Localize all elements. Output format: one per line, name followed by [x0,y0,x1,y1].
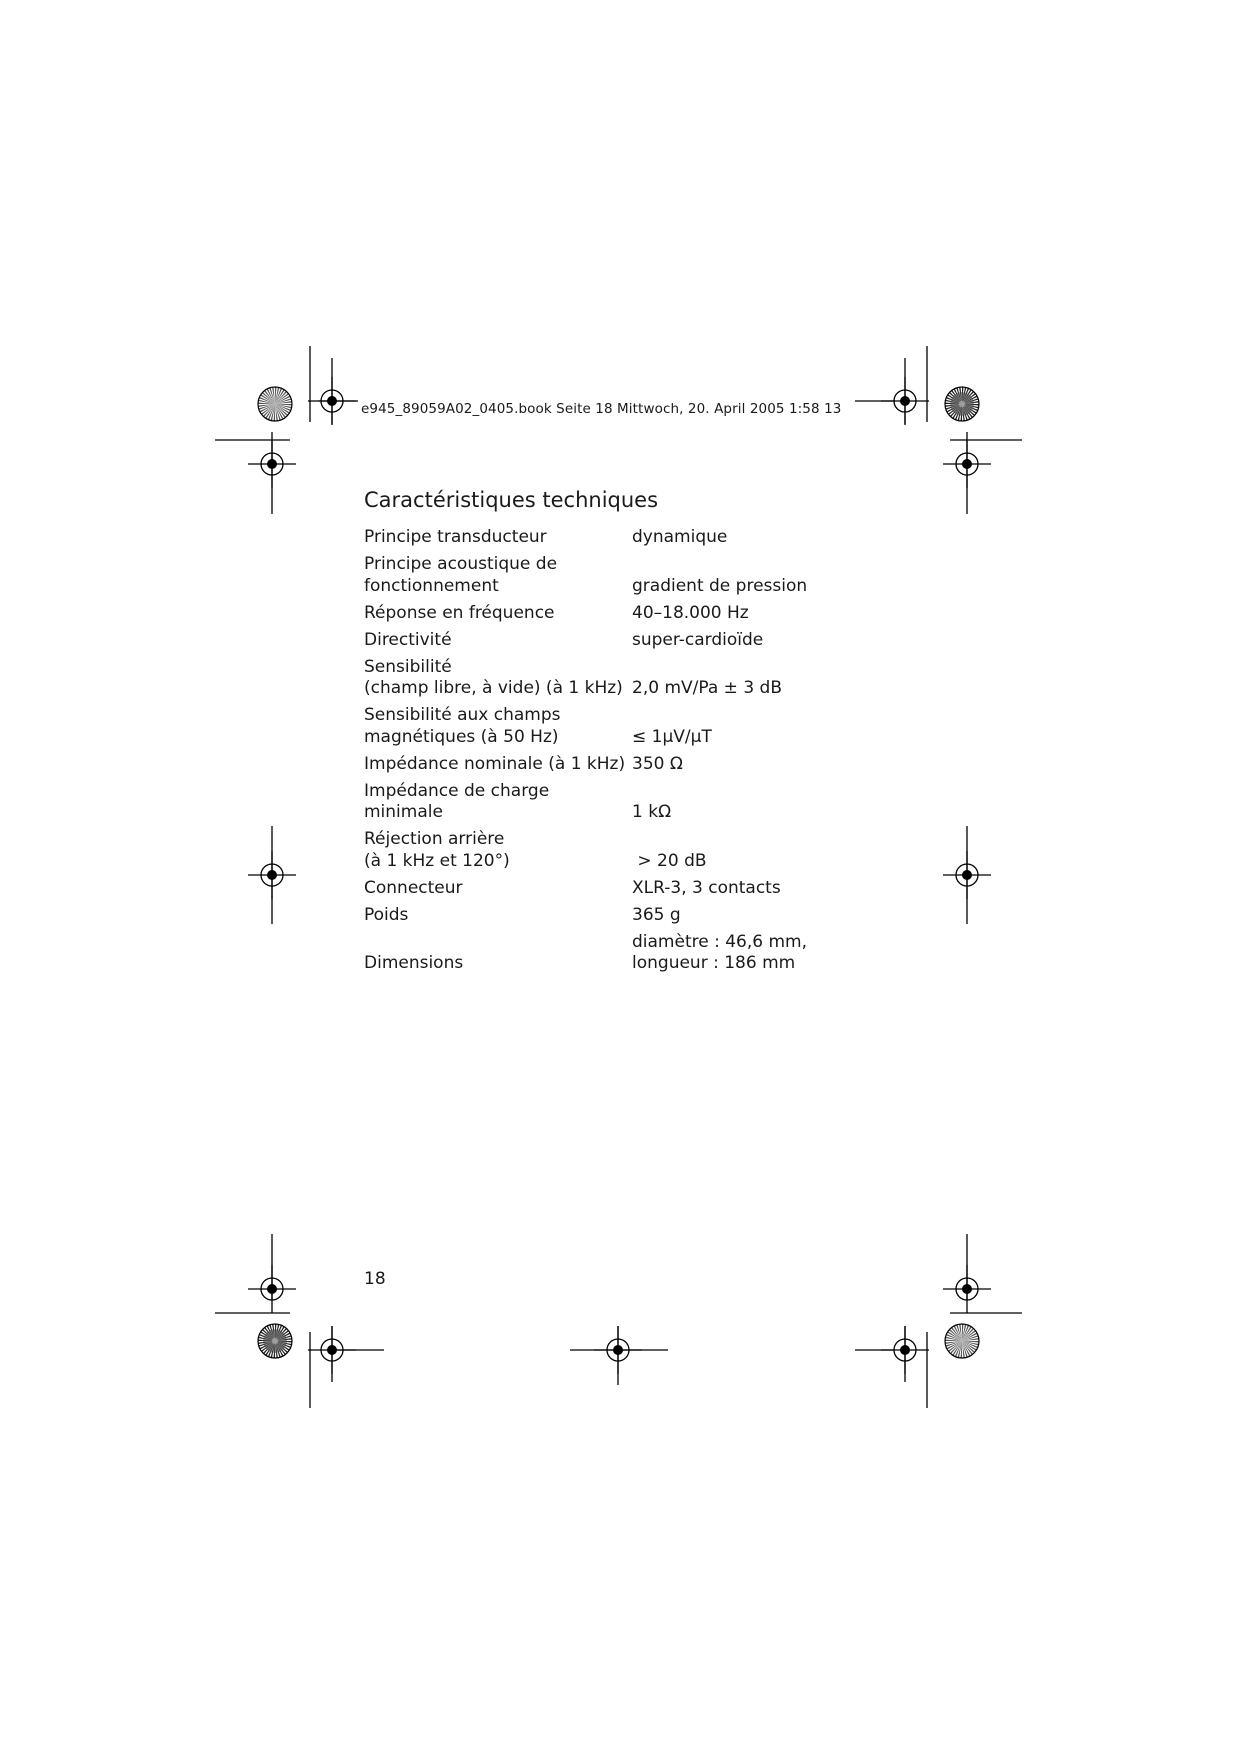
starburst-target-icon [945,387,979,421]
spec-row [364,932,807,981]
spec-value: 2,0 mV/Pa ± 3 dB [632,678,782,698]
starburst-target-icon [258,387,292,421]
spec-value: 1 kΩ [632,802,672,822]
spec-value: > 20 dB [632,850,707,871]
spec-label: Principe acoustique de fonctionnement [364,554,558,596]
spec-table [364,527,807,980]
spec-row [364,657,807,706]
print-slug: e945_89059A02_0405.book Seite 18 Mittwoch, 20. April 2005 1:58 13 [361,401,842,417]
spec-label: Poids [364,904,409,925]
spec-label: Sensibilité (champ libre, à vide) (à 1 kHz) [364,656,623,698]
spec-value: 40–18.000 Hz [632,602,749,623]
spec-label: Sensibilité aux champs magnétiques (à 50 Hz) [364,705,561,747]
spec-value: gradient de pression [632,575,808,596]
spec-value: diamètre : 46,6 mm, longueur : 186 mm [632,931,808,973]
spec-row [364,603,807,630]
spec-row [364,878,807,905]
starburst-target-icon [945,1324,979,1358]
spec-row [364,781,807,830]
spec-row [364,554,807,603]
spec-row [364,527,807,554]
crop-marks-top [215,346,1022,440]
spec-value: XLR-3, 3 contacts [632,877,781,898]
spec-row [364,754,807,781]
spec-label: Impédance nominale (à 1 kHz) [364,753,626,774]
spec-label: Principe transducteur [364,527,547,547]
spec-row [364,705,807,754]
spec-label: Connecteur [364,877,463,898]
page-title: Caractéristiques techniques [364,488,659,512]
starburst-target-icon [258,1324,292,1358]
spec-label: Dimensions [364,953,464,973]
spec-row [364,905,807,932]
spec-value: ≤ 1µV/µT [632,726,712,747]
spec-value: 365 g [632,904,681,925]
spec-label: Réponse en fréquence [364,602,555,623]
spec-value: 350 Ω [632,753,683,774]
spec-label: Impédance de charge minimale [364,780,550,822]
spec-row [364,630,807,657]
spec-value: dynamique [632,527,728,547]
spec-row [364,829,807,878]
page-number: 18 [364,1269,386,1289]
spec-label: Réjection arrière (à 1 kHz et 120°) [364,829,510,871]
spec-label: Directivité [364,629,452,650]
spec-value: super-cardioïde [632,629,764,650]
